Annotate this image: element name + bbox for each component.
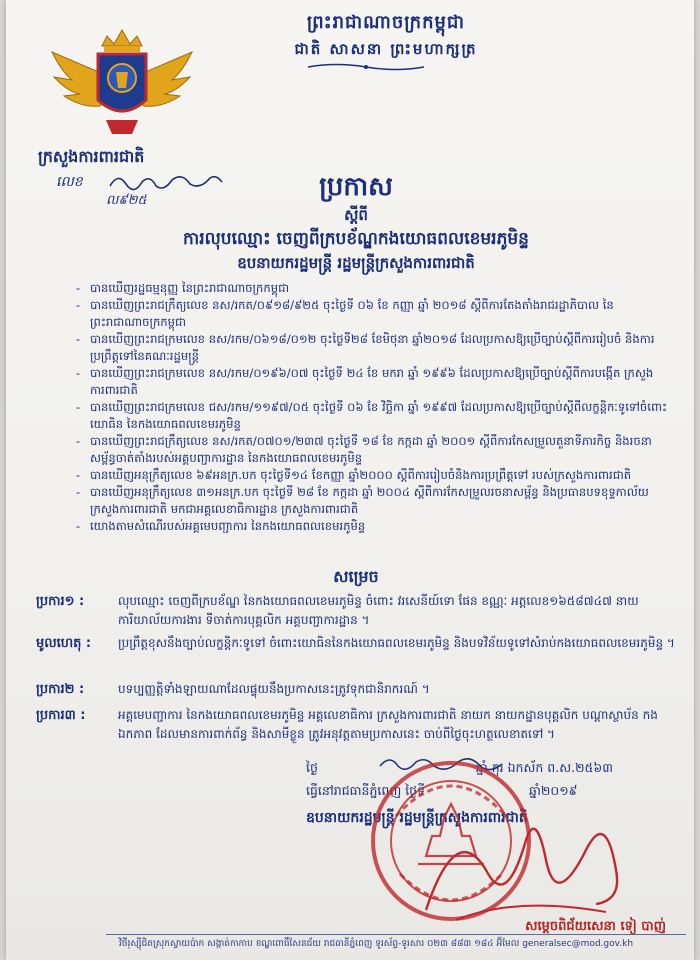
recital-item: - យោងតាមសំណើរបស់អគ្គមេបញ្ជាការ នៃកងយោធពលខេមរភូមិន្ទ xyxy=(76,518,676,535)
kingdom-heading: ព្រះរាជាណាចក្រកម្ពុជា xyxy=(306,12,466,33)
footer-divider xyxy=(106,934,686,935)
signer-title: ឧបនាយករដ្ឋមន្ត្រី រដ្ឋមន្ត្រីក្រសួងការពារជាតិ xyxy=(306,810,528,826)
national-motto: ជាតិ សាសនា ព្រះមហាក្សត្រ xyxy=(294,40,478,58)
article-label: ប្រការ២ : xyxy=(36,682,85,697)
reference-label: លេខ xyxy=(56,174,83,190)
ministry-emblem-icon xyxy=(42,22,202,142)
recital-item: - បានឃើញព្រះរាជក្រមលេខ នស/រកម/០៦១៨/០១២ ចុះថ្ងៃទី២៨ ខែមិថុនា ឆ្នាំ២០១៨ ដែលប្រកាសឱ្យប្រើច្បាប់ស្តីពីការរៀបចំ និងការប្រព្រឹត្តទៅនៃគណៈរដ្ឋមន្ត្រី xyxy=(76,331,676,365)
recital-item: - បានឃើញអនុក្រឹត្យលេខ ៣១អនក្រ.បក ចុះថ្ងៃទី ២៨ ខែ កក្កដា ឆ្នាំ ២០០៤ ស្តីពីការកែសម្រួលរចនាសម្ព័ន្ធ និងប្រធានបទខុទ្ទកាល័យ ក្រសួងការពារជាតិ មកជាអគ្គលេខាធិការដ្ឋាន ក្រសួងការពារជាតិ xyxy=(76,484,676,518)
document-type-title: ប្រកាស xyxy=(319,172,393,202)
recital-item: - បានឃើញព្រះរាជក្រមលេខ ជស/រកម/១១៩៧/០៥ ចុះថ្ងៃទី ០៦ ខែ វិច្ឆិកា ឆ្នាំ ១៩៩៧ ដែលប្រកាសឱ្យប្រើច្បាប់ស្តីពីលក្ខន្តិកៈទូទៅចំពោះយោធិន នៃកងយោធពលខេមរភូមិន្ទ xyxy=(76,399,676,433)
recital-item: - បានឃើញអនុក្រឹត្យលេខ ៦៩អនក្រ.បក ចុះថ្ងៃទី១៤ ខែកញ្ញា ឆ្នាំ២០០០ ស្តីពីការរៀបចំនិងការប្រព្រឹត្តទៅ របស់ក្រសួងការពារជាតិ xyxy=(76,467,676,484)
footer-address: វិថីរុស្ស៊ីជិតស្រុកស្វាយប៉ាក សង្កាត់កាកាប ខណ្ឌពោធិ៍សែនជ័យ រាជធានីភ្នំពេញ ទូរស័ព្ទ-ទូរសារ ០២៣ ៨៨៣ ១៨៤ អ៊ីមែល generalsec@mod.gov.kh xyxy=(118,939,634,949)
document-sheet xyxy=(6,0,694,960)
ministry-name: ក្រសួងការពារជាតិ xyxy=(38,147,145,166)
recital-item: - បានឃើញរដ្ឋធម្មនុញ្ញ នៃព្រះរាជាណាចក្រកម្ពុជា xyxy=(76,280,676,297)
lunar-date-suffix: ឆ្នាំ កុរ ឯកស័ក ព.ស.២៥៦៣ xyxy=(475,760,613,775)
recitals-list xyxy=(76,280,676,535)
ornament-divider-icon xyxy=(306,62,426,72)
article-3 xyxy=(36,706,686,744)
signer-name: សម្តេចពិជ័យសេនា ទៀ បាញ់ xyxy=(525,919,666,934)
article-2 xyxy=(36,680,686,699)
document-subject: ការលុបឈ្មោះ ចេញពីក្របខ័ណ្ឌកងយោធពលខេមរភូមិន្ទ xyxy=(183,229,529,249)
solar-date-prefix: ធ្វើនៅរាជធានីភ្នំពេញ ថ្ងៃទី xyxy=(306,783,426,798)
article-label: ប្រការ៣ : xyxy=(36,708,86,723)
article-label: មូលហេតុ : xyxy=(36,636,92,651)
issuing-authority: ឧបនាយករដ្ឋមន្ត្រី រដ្ឋមន្ត្រីក្រសួងការពារជាតិ xyxy=(237,254,475,272)
solar-date-suffix: ឆ្នាំ២០១៩ xyxy=(529,783,578,798)
recital-item: - បានឃើញព្រះរាជក្រឹត្យលេខ នស/រកត/០៧០១/២៣៧ ចុះថ្ងៃទី ១៨ ខែ កក្កដា ឆ្នាំ ២០០១ ស្តីពីការកែសម្រួលតួនាទីភារកិច្ច និងរចនាសម្ព័ន្ធចាត់តាំងរបស់អគ្គបញ្ជាការដ្ឋាន នៃកងយោធពលខេមរភូមិន្ទ xyxy=(76,433,676,467)
decision-heading: សម្រេច xyxy=(333,567,379,586)
article-1 xyxy=(36,592,686,630)
reference-number-suffix: ល៩២៥ xyxy=(106,193,147,208)
lunar-date-prefix: ថ្ងៃ xyxy=(306,760,318,775)
article-text: លុបឈ្មោះ ចេញពីក្របខ័ណ្ឌ នៃកងយោធពលខេមរភូមិន្ទ ចំពោះ វរសេនីយ៍ទោ ផែន ខណ្ណៈ អត្តលេខ១៦៥៨៧៤៧ នាយការិយាល័យការងារ ទីចាត់ការបុគ្គលិក អគ្គបញ្ជាការដ្ឋាន ។ xyxy=(118,594,639,627)
article-label: ប្រការ១ : xyxy=(36,594,85,609)
article-reason xyxy=(36,634,686,653)
recital-item: - បានឃើញព្រះរាជក្រឹត្យលេខ នស/រកត/០៩១៨/៩២៥ ចុះថ្ងៃទី ០៦ ខែ កញ្ញា ឆ្នាំ ២០១៨ ស្តីពីការតែងតាំងរាជរដ្ឋាភិបាល នៃព្រះរាជាណាចក្រកម្ពុជា xyxy=(76,297,676,331)
article-text: ប្រព្រឹត្តខុសនឹងច្បាប់លក្ខន្តិកៈទូទៅ ចំពោះយោធិននៃកងយោធពលខេមរភូមិន្ទ និងបទវិន័យទូទៅសំរាប់កងយោធពលខេមរភូមិន្ទ ។ xyxy=(118,636,675,650)
article-text: អគ្គមេបញ្ជាការ នៃកងយោធពលខេមរភូមិន្ទ អគ្គលេខាធិការ ក្រសួងការពារជាតិ នាយក នាយកដ្ឋានបុគ្គលិក បណ្ដាស្ថាប័ន កងឯកភាព ដែលមានការពាក់ព័ន្ធ និងសាមីខ្លួន ត្រូវអនុវត្តតាមប្រកាសនេះ ចាប់ពីថ្ងៃចុះហត្ថលេខាតទៅ ។ xyxy=(118,708,658,741)
article-text: បទប្បញ្ញត្តិទាំងឡាយណាដែលផ្ទុយនឹងប្រកាសនេះត្រូវទុកជានិរាករណ៍ ។ xyxy=(118,682,430,696)
recital-item: - បានឃើញព្រះរាជក្រមលេខ នស/រកម/០១៩៦/០៧ ចុះថ្ងៃទី ២៤ ខែ មករា ឆ្នាំ ១៩៩៦ ដែលប្រកាសឱ្យប្រើច្បាប់ស្តីពីការបង្កើត ក្រសួងការពារជាតិ xyxy=(76,365,676,399)
about-label: ស្តីពី xyxy=(344,206,368,224)
